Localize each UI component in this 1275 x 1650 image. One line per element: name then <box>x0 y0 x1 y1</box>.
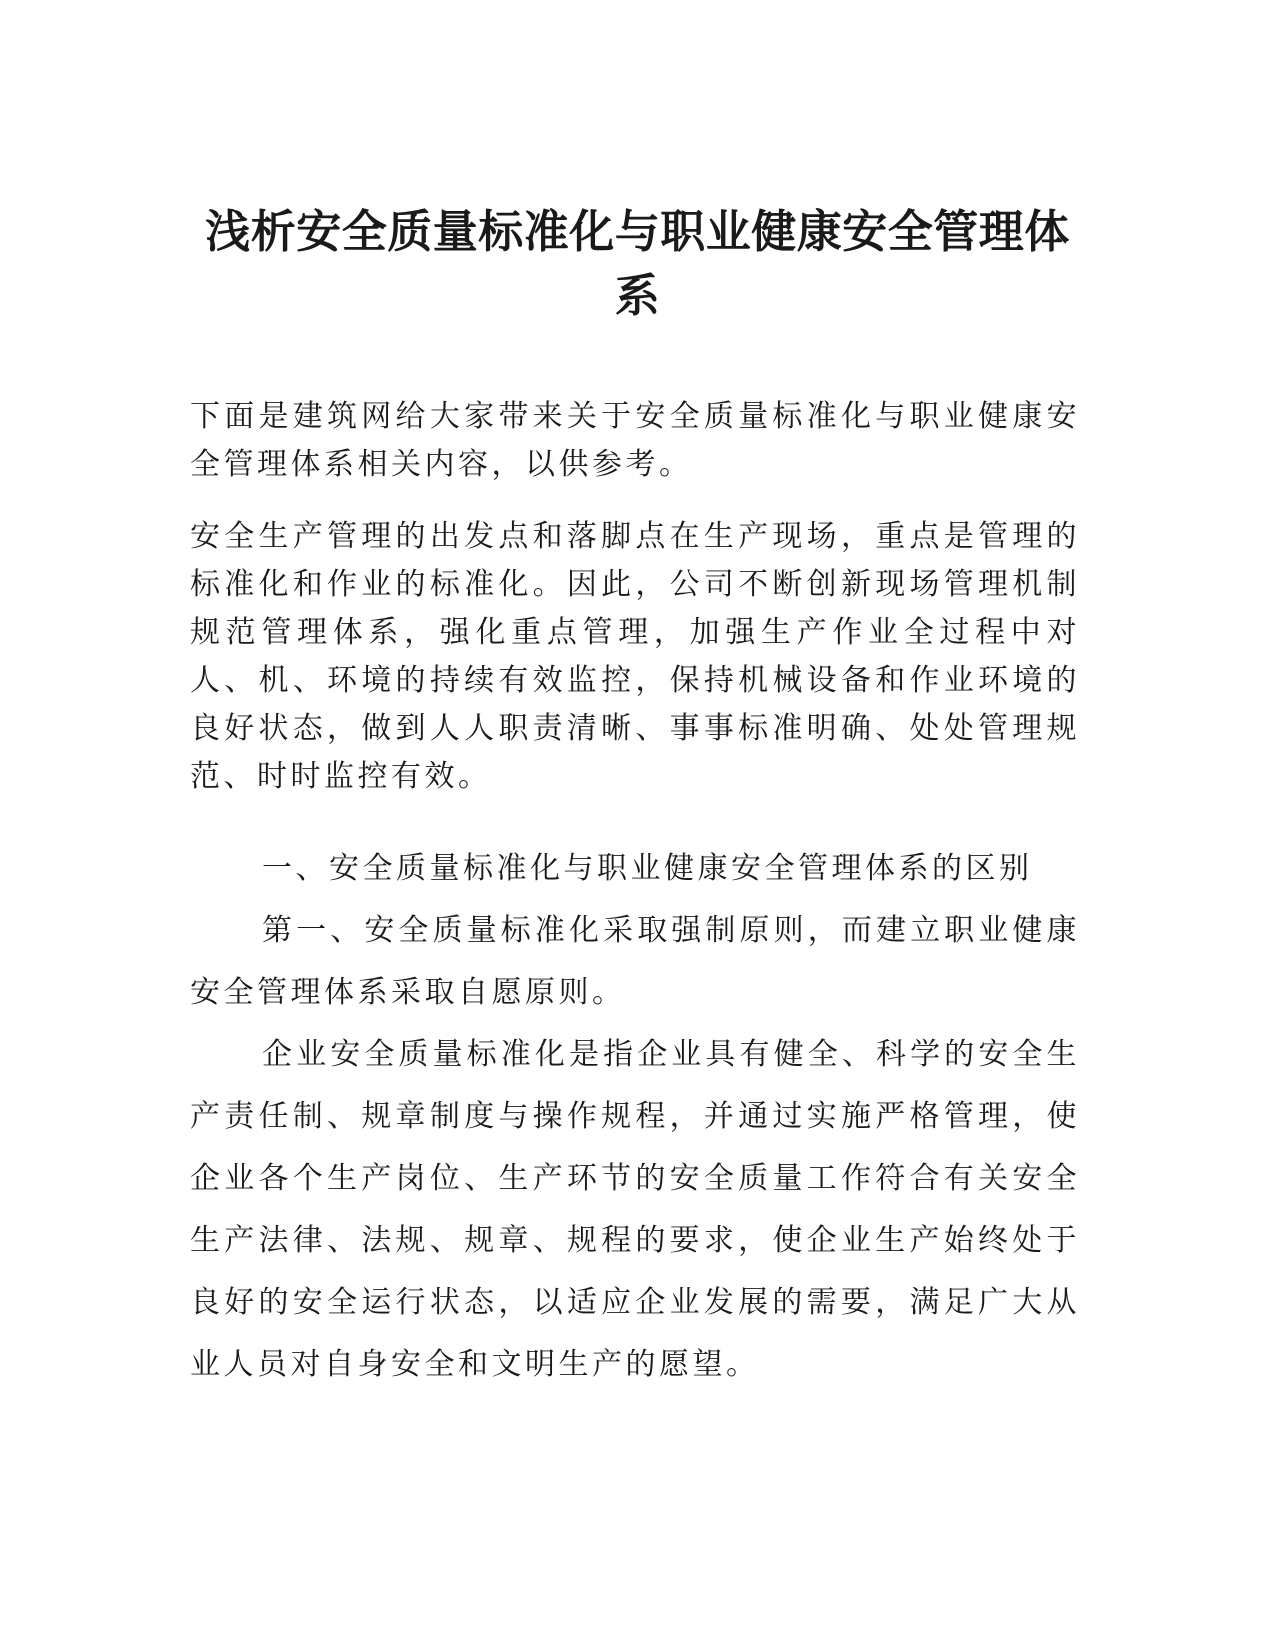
section-paragraph: 第一、安全质量标准化采取强制原则，而建立职业健康安全管理体系采取自愿原则。 <box>190 913 1080 1010</box>
intro-paragraph: 下面是建筑网给大家带来关于安全质量标准化与职业健康安全管理体系相关内容，以供参考。 <box>190 399 1080 482</box>
section-paragraph: 企业安全质量标准化是指企业具有健全、科学的安全生产责任制、规章制度与操作规程，并通过实施严格管理，使企业各个生产岗位、生产环节的安全质量工作符合有关安全生产法律、法规、规章、规程的要求，使企业生产始终处于良好的安全运行状态，以适应企业发展的需要，满足广大从业人员对自身安全和文明生产的愿望。 <box>190 1037 1080 1382</box>
body-paragraph: 安全生产管理的出发点和落脚点在生产现场，重点是管理的标准化和作业的标准化。因此，公司不断创新现场管理机制规范管理体系，强化重点管理，加强生产作业全过程中对人、机、环境的持续有效监控，保持机械设备和作业环境的良好状态，做到人人职责清晰、事事标准明确、处处管理规范、时时监控有效。 <box>190 519 1080 794</box>
section-heading: 一、安全质量标准化与职业健康安全管理体系的区别 <box>262 851 1033 886</box>
section-one <box>190 838 1080 1396</box>
document-title: 浅析安全质量标准化与职业健康安全管理体系 <box>205 205 1070 322</box>
